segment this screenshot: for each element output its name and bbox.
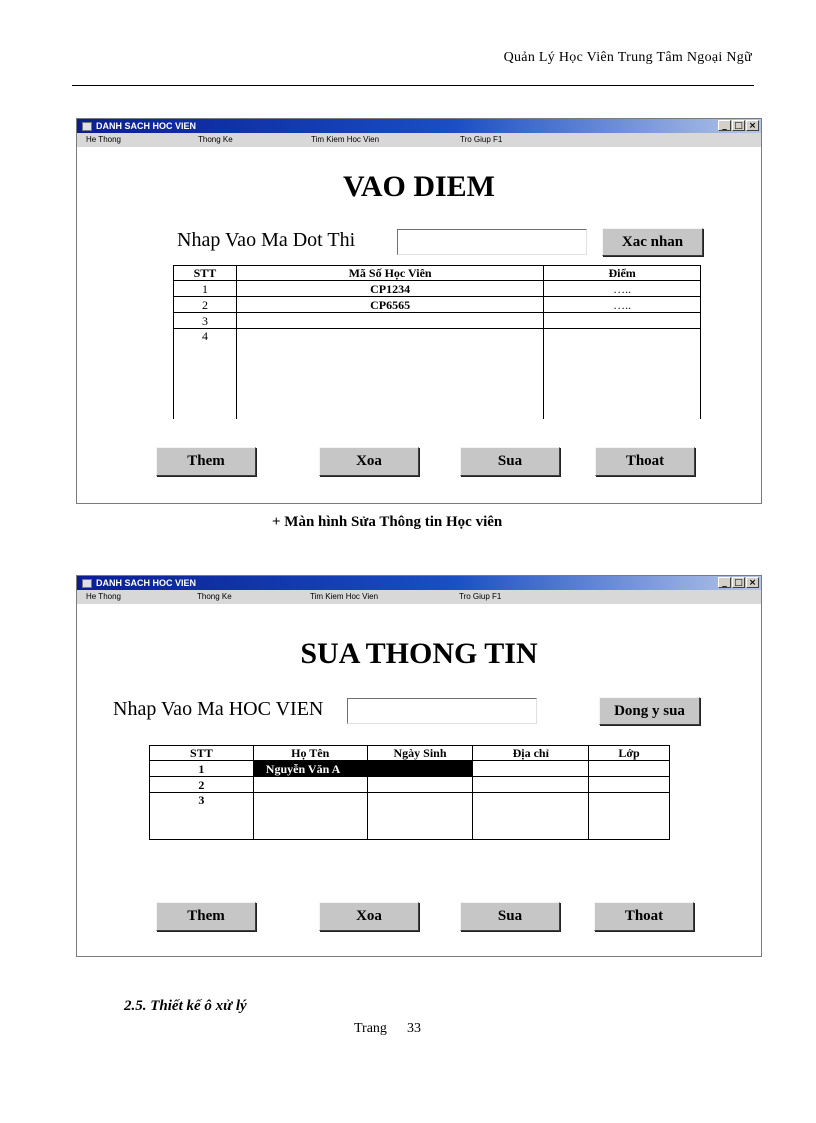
close-icon[interactable]: × — [746, 120, 759, 131]
close-icon[interactable]: × — [746, 577, 759, 588]
column-header: Địa chỉ — [473, 746, 589, 761]
menu-tim-kiem-hoc-vien[interactable]: Tim Kiem Hoc Vien — [311, 135, 380, 144]
table-header-row — [150, 746, 670, 761]
thoat-button[interactable]: Thoat — [595, 447, 695, 476]
ho-ten-cell[interactable] — [253, 793, 367, 840]
page-number: 33 — [406, 1021, 421, 1036]
table-row[interactable] — [174, 313, 701, 329]
thoat-button[interactable]: Thoat — [594, 902, 694, 931]
menu-bar — [77, 590, 761, 604]
table-row[interactable] — [150, 793, 670, 840]
menu-tro-giup[interactable]: Tro Giup F1 — [460, 135, 503, 144]
header-rule — [72, 85, 754, 86]
app-icon — [82, 579, 92, 588]
column-header: Điểm — [544, 266, 701, 281]
ngay-sinh-cell-selected[interactable] — [367, 761, 473, 777]
dong-y-sua-button[interactable]: Dong y sua — [599, 697, 700, 725]
menu-thong-ke[interactable]: Thong Ke — [198, 135, 233, 144]
ho-ten-cell-selected[interactable]: Nguyễn Văn A — [253, 761, 367, 777]
xoa-button[interactable]: Xoa — [319, 447, 419, 476]
ma-hoc-vien-cell: CP6565 — [236, 297, 543, 313]
ma-hoc-vien-cell — [236, 329, 543, 420]
window-client — [77, 147, 761, 503]
app-icon — [82, 122, 92, 131]
table-header-row — [174, 266, 701, 281]
window-client — [77, 604, 761, 956]
vao-diem-window — [76, 118, 762, 504]
menu-he-thong[interactable]: He Thong — [86, 592, 121, 601]
menu-thong-ke[interactable]: Thong Ke — [197, 592, 232, 601]
maximize-icon[interactable]: □ — [732, 120, 745, 131]
diem-cell[interactable]: ….. — [544, 297, 701, 313]
table-row[interactable] — [150, 761, 670, 777]
section-heading: 2.5. Thiết kế ô xử lý — [124, 998, 247, 1014]
minimize-icon[interactable]: _ — [718, 577, 731, 588]
ho-ten-cell[interactable] — [253, 777, 367, 793]
window-titlebar[interactable] — [77, 576, 761, 590]
stt-cell: 1 — [174, 281, 237, 297]
table-row[interactable] — [174, 329, 701, 420]
dia-chi-cell[interactable] — [473, 761, 589, 777]
form-heading: VAO DIEM — [343, 170, 495, 203]
page-footer — [354, 1021, 441, 1037]
window-titlebar[interactable] — [77, 119, 761, 133]
column-header: Mã Số Học Viên — [236, 266, 543, 281]
lop-cell[interactable] — [589, 761, 670, 777]
table-row[interactable] — [150, 777, 670, 793]
ma-hoc-vien-cell: CP1234 — [236, 281, 543, 297]
xac-nhan-button[interactable]: Xac nhan — [602, 228, 703, 256]
ngay-sinh-cell[interactable] — [367, 793, 473, 840]
sua-button[interactable]: Sua — [460, 902, 560, 931]
table-row[interactable] — [174, 281, 701, 297]
column-header: Ngày Sinh — [367, 746, 473, 761]
column-header: Lớp — [589, 746, 670, 761]
ngay-sinh-cell[interactable] — [367, 777, 473, 793]
menu-bar — [77, 133, 761, 147]
column-header: STT — [150, 746, 254, 761]
sua-thong-tin-window — [76, 575, 762, 957]
them-button[interactable]: Them — [156, 447, 256, 476]
form-heading: SUA THONG TIN — [300, 637, 538, 670]
table-row[interactable] — [174, 297, 701, 313]
ma-dot-thi-label: Nhap Vao Ma Dot Thi — [177, 229, 356, 251]
column-header: Họ Tên — [253, 746, 367, 761]
diem-cell[interactable]: ….. — [544, 281, 701, 297]
dia-chi-cell[interactable] — [473, 777, 589, 793]
diem-cell[interactable] — [544, 313, 701, 329]
sua-button[interactable]: Sua — [460, 447, 560, 476]
screen-caption: + Màn hình Sửa Thông tin Học viên — [272, 514, 503, 530]
stt-cell: 4 — [174, 329, 237, 420]
stt-cell: 3 — [150, 793, 254, 840]
maximize-icon[interactable]: □ — [732, 577, 745, 588]
minimize-icon[interactable]: _ — [718, 120, 731, 131]
menu-he-thong[interactable]: He Thong — [86, 135, 121, 144]
lop-cell[interactable] — [589, 793, 670, 840]
diem-table — [173, 265, 701, 419]
window-title: DANH SACH HOC VIEN — [96, 578, 197, 588]
menu-tim-kiem-hoc-vien[interactable]: Tim Kiem Hoc Vien — [310, 592, 379, 601]
them-button[interactable]: Them — [156, 902, 256, 931]
stt-cell: 3 — [174, 313, 237, 329]
dia-chi-cell[interactable] — [473, 793, 589, 840]
page-header-title: Quản Lý Học Viên Trung Tâm Ngoại Ngữ — [503, 50, 752, 65]
stt-cell: 2 — [150, 777, 254, 793]
page-label: Trang — [354, 1021, 387, 1036]
stt-cell: 2 — [174, 297, 237, 313]
ma-hoc-vien-label: Nhap Vao Ma HOC VIEN — [113, 698, 324, 720]
lop-cell[interactable] — [589, 777, 670, 793]
window-title: DANH SACH HOC VIEN — [96, 121, 197, 131]
diem-cell[interactable] — [544, 329, 701, 420]
stt-cell: 1 — [150, 761, 254, 777]
ma-dot-thi-input[interactable] — [397, 229, 587, 255]
xoa-button[interactable]: Xoa — [319, 902, 419, 931]
ma-hoc-vien-input[interactable] — [347, 698, 537, 724]
ma-hoc-vien-cell — [236, 313, 543, 329]
column-header: STT — [174, 266, 237, 281]
menu-tro-giup[interactable]: Tro Giup F1 — [459, 592, 502, 601]
hoc-vien-table — [149, 745, 670, 840]
